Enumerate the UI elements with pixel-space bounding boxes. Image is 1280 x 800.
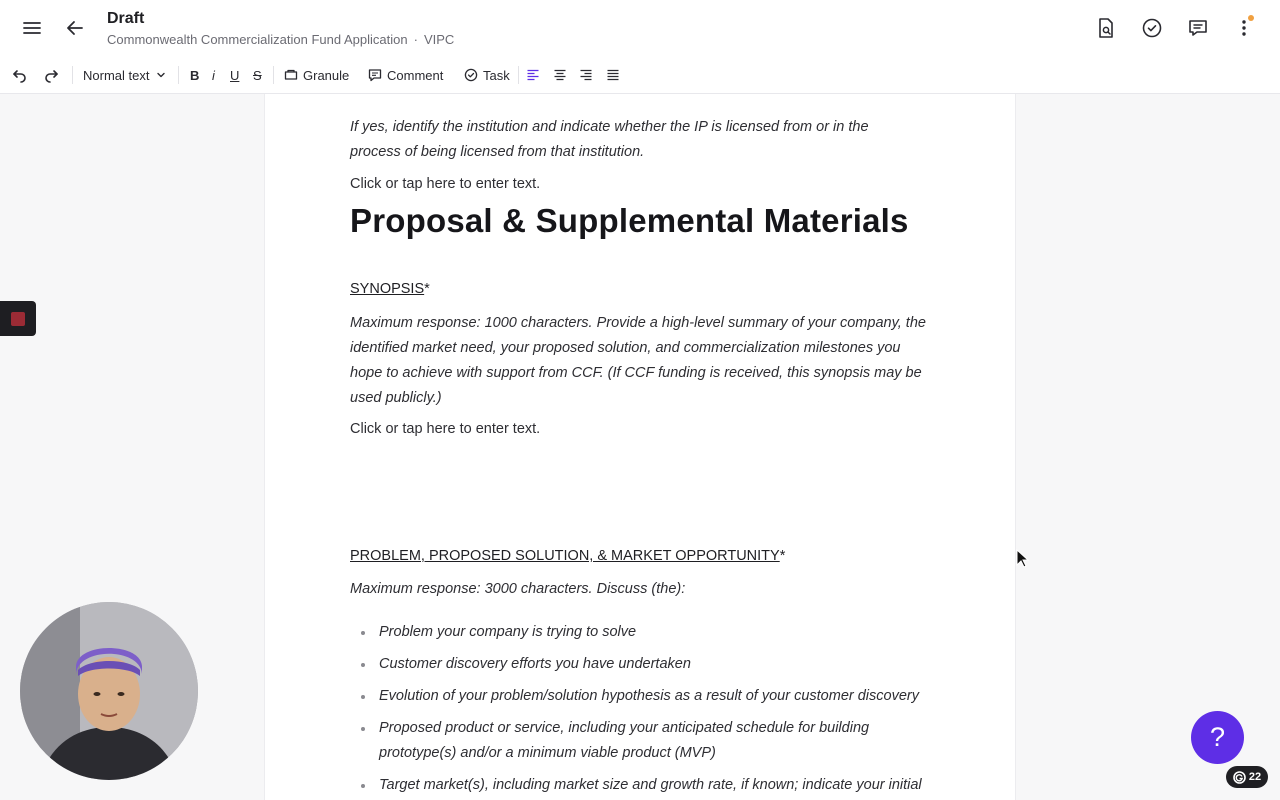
badge-count: 22 bbox=[1248, 771, 1262, 783]
required-asterisk: * bbox=[779, 548, 786, 564]
grammarly-badge[interactable] bbox=[1226, 766, 1268, 788]
synopsis-placeholder-field[interactable]: Click or tap here to enter text. bbox=[350, 421, 541, 437]
list-item: Target market(s), including market size and growth rate, if known; indicate your initial bbox=[350, 773, 950, 798]
presenter-avatar bbox=[20, 602, 198, 780]
toolbar-divider bbox=[72, 66, 73, 84]
webcam-bubble bbox=[20, 602, 198, 780]
document-search-icon[interactable] bbox=[1094, 16, 1118, 40]
list-item: Customer discovery efforts you have undertaken bbox=[350, 652, 950, 677]
bold-button[interactable] bbox=[190, 64, 199, 86]
formatting-toolbar bbox=[0, 56, 1280, 94]
granule-button[interactable] bbox=[284, 64, 349, 86]
undo-icon[interactable] bbox=[10, 64, 28, 86]
comment-button[interactable] bbox=[368, 64, 443, 86]
text-style-value: Normal text bbox=[83, 67, 150, 83]
comments-icon[interactable] bbox=[1186, 16, 1210, 40]
task-check-icon bbox=[464, 68, 478, 82]
list-item bbox=[350, 716, 950, 766]
align-right-icon[interactable] bbox=[580, 64, 592, 86]
ip-instruction-line2: process of being licensed from that institution. bbox=[350, 144, 645, 160]
problem-title: PROBLEM, PROPOSED SOLUTION, & MARKET OPPORTUNITY bbox=[350, 548, 780, 564]
required-asterisk: * bbox=[424, 281, 430, 297]
ip-instruction-line1: If yes, identify the institution and indicate whether the IP is licensed from or in the bbox=[350, 119, 869, 135]
problem-bullet-list bbox=[350, 620, 950, 800]
check-circle-icon[interactable] bbox=[1140, 16, 1164, 40]
synopsis-title: SYNOPSIS bbox=[350, 281, 425, 297]
section-heading: Proposal & Supplemental Materials bbox=[350, 202, 909, 239]
align-justify-icon[interactable] bbox=[607, 64, 619, 86]
breadcrumb-separator: · bbox=[413, 32, 418, 47]
notification-dot bbox=[1248, 15, 1254, 21]
synopsis-instruction-line4: used publicly.) bbox=[350, 390, 442, 406]
synopsis-instruction-line2: identified market need, your proposed solution, and commercialization milestones you bbox=[350, 340, 901, 356]
strikethrough-button[interactable] bbox=[253, 64, 262, 86]
grammarly-icon bbox=[1233, 771, 1246, 784]
document-breadcrumb bbox=[107, 32, 454, 47]
italic-button[interactable] bbox=[212, 64, 215, 86]
strikethrough-label: S bbox=[253, 67, 262, 83]
redo-icon[interactable] bbox=[43, 64, 61, 86]
task-button[interactable] bbox=[464, 64, 510, 86]
toolbar-divider bbox=[518, 66, 519, 84]
mouse-pointer-icon bbox=[1016, 549, 1030, 569]
bold-label: B bbox=[190, 67, 200, 83]
organization-name[interactable]: VIPC bbox=[423, 32, 455, 47]
problem-heading bbox=[350, 548, 785, 564]
align-center-icon[interactable] bbox=[554, 64, 566, 86]
italic-label: i bbox=[212, 67, 215, 83]
document-page bbox=[264, 94, 1016, 800]
recording-control[interactable] bbox=[0, 301, 36, 336]
align-left-icon[interactable] bbox=[527, 64, 539, 86]
synopsis-heading bbox=[350, 281, 430, 297]
app-header bbox=[0, 0, 1280, 56]
list-item: Problem your company is trying to solve bbox=[350, 620, 950, 645]
toolbar-divider bbox=[178, 66, 179, 84]
help-button[interactable]: ? bbox=[1191, 711, 1244, 764]
hamburger-menu-icon[interactable] bbox=[20, 16, 44, 40]
document-title: Draft bbox=[107, 10, 145, 27]
document-name[interactable]: Commonwealth Commercialization Fund Application bbox=[107, 32, 408, 47]
comment-icon bbox=[368, 68, 382, 82]
synopsis-instruction-line3: hope to achieve with support from CCF. (If CCF funding is received, this synopsis may be bbox=[350, 365, 922, 381]
underline-label: U bbox=[230, 67, 240, 83]
stop-recording-icon[interactable] bbox=[11, 312, 25, 326]
granule-label: Granule bbox=[303, 67, 350, 83]
list-item: Evolution of your problem/solution hypothesis as a result of your customer discovery bbox=[350, 684, 950, 709]
list-item-line: prototype(s) and/or a minimum viable product (MVP) bbox=[379, 745, 716, 761]
toolbar-divider bbox=[273, 66, 274, 84]
synopsis-instruction-line1: Maximum response: 1000 characters. Provide a high-level summary of your company, the bbox=[350, 315, 926, 331]
text-placeholder-field[interactable]: Click or tap here to enter text. bbox=[350, 176, 541, 192]
comment-label: Comment bbox=[387, 67, 444, 83]
task-label: Task bbox=[483, 67, 510, 83]
problem-instruction: Maximum response: 3000 characters. Discuss (the): bbox=[350, 581, 686, 597]
list-item-line: Proposed product or service, including your anticipated schedule for building bbox=[379, 720, 870, 736]
underline-button[interactable] bbox=[230, 64, 239, 86]
chevron-down-icon bbox=[156, 70, 166, 80]
text-style-select[interactable] bbox=[83, 64, 166, 86]
back-arrow-icon[interactable] bbox=[63, 16, 87, 40]
granule-icon bbox=[284, 68, 298, 82]
